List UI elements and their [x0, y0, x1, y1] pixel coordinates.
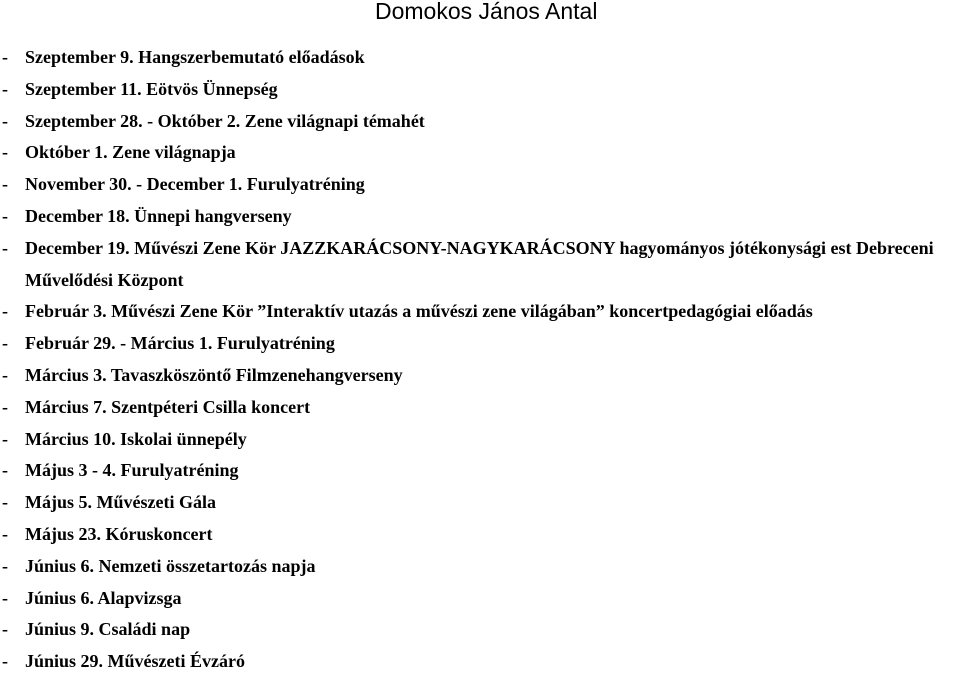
event-item: [0, 519, 960, 551]
event-text: November 30. - December 1. Furulyatréning: [25, 174, 365, 195]
bullet-dash: -: [2, 364, 8, 385]
event-item: [0, 169, 960, 201]
event-list: [0, 42, 960, 678]
event-text: December 18. Ünnepi hangverseny: [25, 205, 292, 226]
bullet-dash: -: [2, 142, 8, 163]
event-item: [0, 106, 960, 138]
event-item: [0, 646, 960, 678]
bullet-dash: -: [2, 523, 8, 544]
bullet-dash: -: [2, 587, 8, 608]
event-item: [0, 296, 960, 328]
event-text: Június 9. Családi nap: [25, 619, 191, 640]
event-text: Szeptember 28. - Október 2. Zene világnapi témahét: [25, 110, 425, 131]
event-item: [0, 74, 960, 106]
event-text: Június 29. Művészeti Évzáró: [25, 651, 245, 672]
event-text: Március 10. Iskolai ünnepély: [25, 428, 247, 449]
event-item: [0, 392, 960, 424]
event-text: Február 29. - Március 1. Furulyatréning: [25, 333, 335, 354]
bullet-dash: -: [2, 174, 8, 195]
event-item: [0, 137, 960, 169]
event-text: Június 6. Alapvizsga: [25, 587, 182, 608]
bullet-dash: -: [2, 555, 8, 576]
bullet-dash: -: [2, 301, 8, 322]
event-item: [0, 424, 960, 456]
bullet-dash: -: [2, 492, 8, 513]
bullet-dash: -: [2, 460, 8, 481]
event-text: Május 5. Művészeti Gála: [25, 492, 216, 513]
event-item-continuation: [0, 265, 960, 297]
event-text: Június 6. Nemzeti összetartozás napja: [25, 555, 316, 576]
event-text: December 19. Művészi Zene Kör JAZZKARÁCSONY-NAGYKARÁCSONY hagyományos jótékonysági est Debreceni: [25, 237, 934, 258]
bullet-dash: -: [2, 237, 8, 258]
event-item: [0, 328, 960, 360]
event-text: Február 3. Művészi Zene Kör ”Interaktív utazás a művészi zene világában” koncertpedagógiai előadás: [25, 301, 813, 322]
event-text: Március 7. Szentpéteri Csilla koncert: [25, 396, 311, 417]
event-text: Október 1. Zene világnapja: [25, 142, 236, 163]
event-item: [0, 614, 960, 646]
bullet-dash: -: [2, 333, 8, 354]
bullet-dash: -: [2, 396, 8, 417]
event-item: [0, 455, 960, 487]
event-item: [0, 487, 960, 519]
bullet-dash: -: [2, 78, 8, 99]
event-text: Március 3. Tavaszköszöntő Filmzenehangverseny: [25, 364, 403, 385]
page-header-name: Domokos János Antal: [375, 0, 598, 24]
event-item: [0, 42, 960, 74]
event-text: Május 23. Kóruskoncert: [25, 523, 213, 544]
event-item: [0, 360, 960, 392]
bullet-dash: -: [2, 619, 8, 640]
event-item: [0, 233, 960, 265]
event-text: Szeptember 9. Hangszerbemutató előadások: [25, 47, 365, 67]
event-item: [0, 551, 960, 583]
event-item: [0, 201, 960, 233]
event-text: Szeptember 11. Eötvös Ünnepség: [25, 78, 278, 99]
bullet-dash: -: [2, 428, 8, 449]
event-item: [0, 583, 960, 615]
bullet-dash: -: [2, 205, 8, 226]
bullet-dash: -: [2, 110, 8, 131]
event-text: Május 3 - 4. Furulyatréning: [25, 460, 239, 481]
bullet-dash: -: [2, 47, 8, 67]
bullet-dash: -: [2, 651, 8, 672]
event-text: Művelődési Központ: [25, 269, 184, 290]
